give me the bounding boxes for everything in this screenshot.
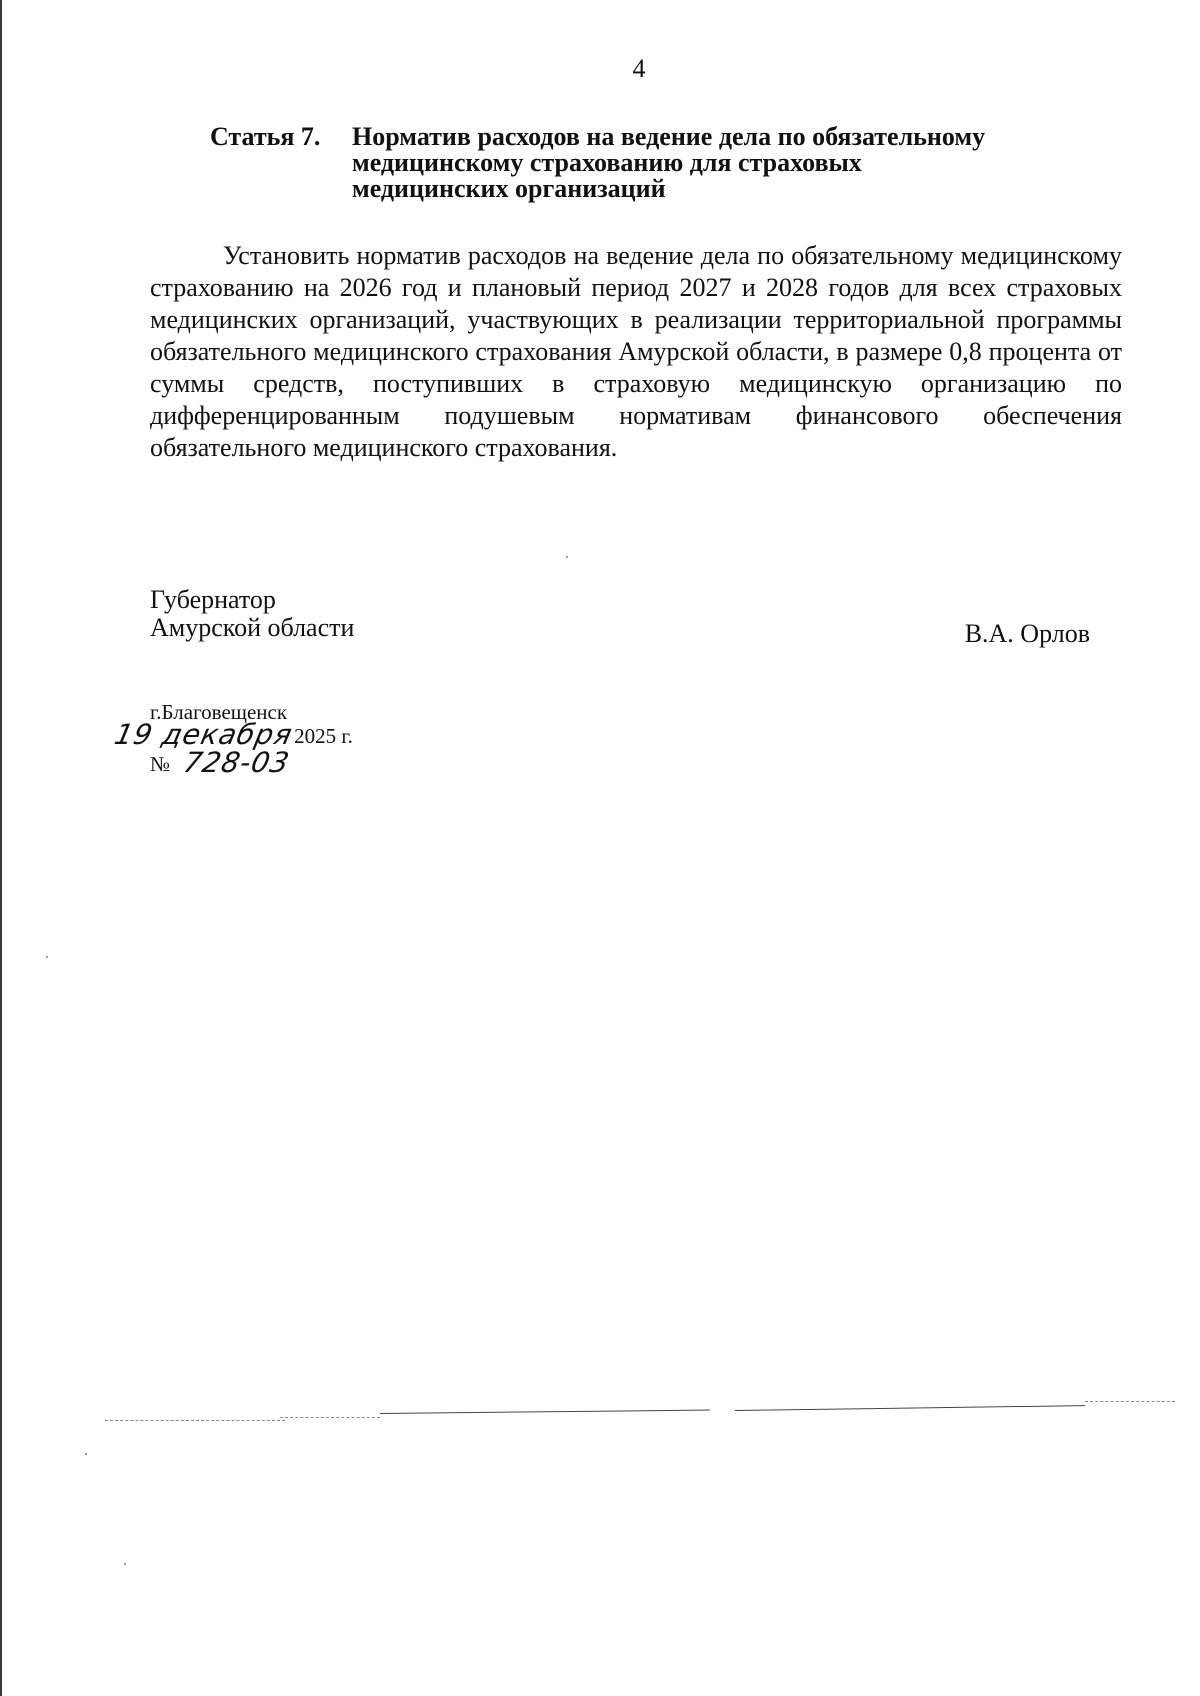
- scan-speck: [46, 956, 48, 958]
- governor-name: В.А. Орлов: [964, 619, 1090, 648]
- handwritten-document-number: 728-03: [180, 746, 293, 779]
- governor-title-line: Губернатор: [150, 585, 276, 614]
- scan-speck: [85, 1453, 87, 1455]
- article-title-line: медицинскому страхованию для страховых: [352, 148, 862, 177]
- article-title: [352, 124, 1072, 202]
- signature-block: [150, 585, 1090, 648]
- scan-speck: [566, 556, 568, 558]
- date-year: 2025 г.: [294, 724, 353, 748]
- body-paragraph: Установить норматив расходов на ведение дела по обязательному медицинскому страхованию на 2026 год и плановый период 2027 и 2028 годов для всех страховых медицинских организаций, участвующих в реализации территориальной программы обязательного медицинского страхования Амурской области, в размере 0,8 процента от суммы средств, поступивших в страховую медицинскую организацию по дифференцированным подушевым нормативам финансового обеспечения обязательного медицинского страхования.: [150, 241, 1122, 462]
- scan-artifact-line: [1085, 1401, 1175, 1402]
- scan-artifact-line: [280, 1417, 380, 1418]
- handwritten-date: 19 декабря: [111, 718, 296, 751]
- place-of-signing: г.Благовещенск: [150, 700, 288, 724]
- governor-title-line: Амурской области: [150, 613, 355, 642]
- scan-artifact-line: [735, 1405, 1085, 1411]
- date-line: [111, 718, 353, 751]
- scan-artifact-line: [380, 1410, 710, 1414]
- scan-artifact-line: [105, 1420, 285, 1421]
- scan-speck: [124, 1563, 126, 1565]
- article-header: [210, 124, 1110, 202]
- scan-page-edge: [0, 0, 2, 1696]
- article-title-line: медицинских организаций: [352, 174, 666, 203]
- page-number: 4: [632, 54, 646, 83]
- article-title-line: Норматив расходов на ведение дела по обязательному: [352, 122, 986, 151]
- number-sign: №: [150, 752, 171, 776]
- article-label: Статья 7.: [210, 122, 321, 151]
- place-date-block: [111, 700, 353, 779]
- document-number-line: [150, 746, 353, 779]
